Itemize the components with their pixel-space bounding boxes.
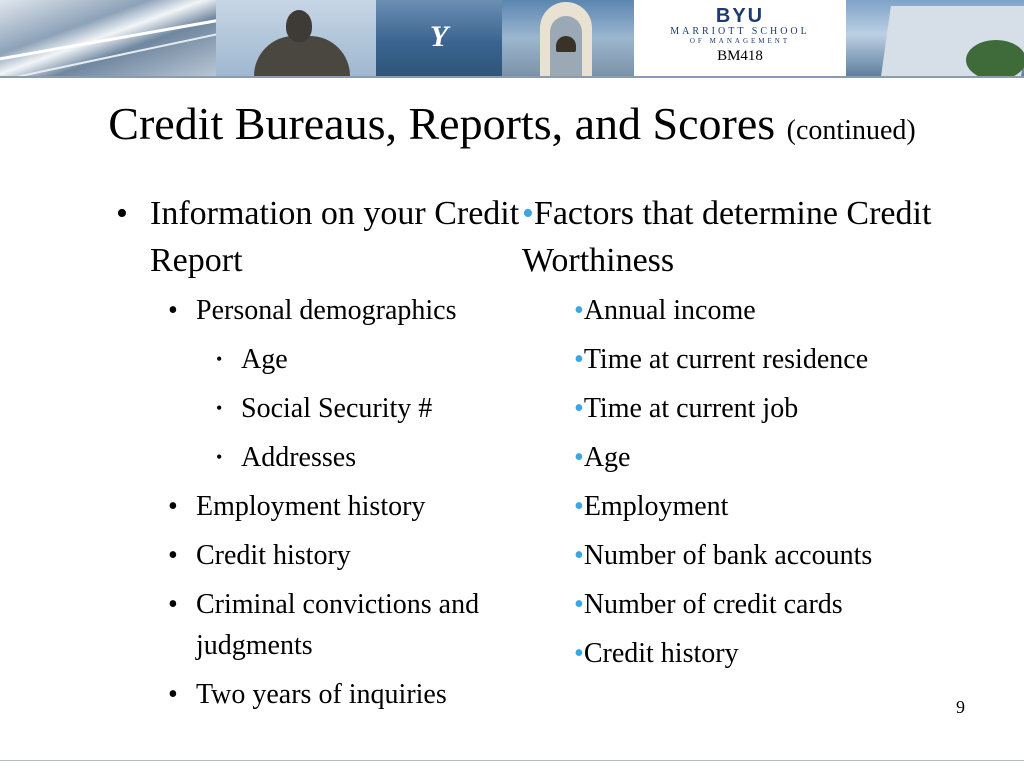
list-item (522, 339, 942, 380)
statue-head (286, 10, 312, 42)
bullet-icon: • (574, 491, 584, 522)
title-suffix: (continued) (786, 115, 916, 146)
byu-marriott-logo (634, 0, 846, 76)
right-heading-item (522, 190, 942, 284)
slide-title (0, 96, 1024, 159)
bullet-icon: • (168, 491, 178, 522)
bottom-frame-line (0, 760, 1024, 761)
right-heading: Factors that determine Credit Worthiness (522, 195, 932, 279)
bullet-icon: • (522, 195, 534, 232)
banner-photo-architecture (0, 0, 216, 76)
list-item-text: Number of bank accounts (583, 540, 873, 571)
bullet-icon: • (574, 589, 584, 620)
left-heading: Information on your Credit Report (150, 195, 520, 279)
right-bullet-list (522, 190, 942, 682)
banner-photo-y-mountain (376, 0, 502, 76)
banner-photo-statue (216, 0, 376, 76)
left-bullet-list (112, 190, 532, 723)
school-name: MARRIOTT SCHOOL (670, 26, 810, 37)
banner-photo-bell-tower (502, 0, 634, 76)
list-item (522, 584, 942, 625)
bullet-icon: • (168, 679, 178, 710)
list-item (522, 388, 942, 429)
list-item (522, 535, 942, 576)
list-item (112, 584, 532, 666)
bullet-icon: • (574, 393, 584, 424)
list-item (522, 290, 942, 331)
list-item-text: Age (583, 442, 631, 473)
sub-list-item (112, 437, 532, 478)
list-item-text: Personal demographics (196, 295, 457, 326)
list-item-text: Credit history (583, 638, 739, 669)
course-code: BM418 (717, 48, 763, 64)
sub-list-item-text: Social Security # (241, 393, 433, 424)
list-item (522, 437, 942, 478)
bullet-icon: • (116, 195, 128, 232)
school-subname: OF MANAGEMENT (689, 37, 791, 45)
sub-list-item (112, 388, 532, 429)
list-item-text: Number of credit cards (583, 589, 843, 620)
bullet-icon: • (574, 540, 584, 571)
list-item (112, 674, 532, 715)
list-item (112, 290, 532, 331)
page-number: 9 (956, 697, 965, 717)
list-item-text: Time at current residence (583, 344, 869, 375)
list-item-text: Criminal convictions and judgments (196, 589, 480, 661)
banner-divider (0, 76, 1024, 78)
byu-wordmark: BYU (715, 5, 765, 27)
tree-shape (966, 40, 1024, 76)
bullet-icon: • (574, 344, 584, 375)
bullet-icon: • (168, 589, 178, 620)
left-heading-item (112, 190, 532, 284)
header-banner (0, 0, 1024, 76)
banner-photo-building (846, 0, 1024, 76)
bullet-icon: • (216, 447, 223, 467)
list-item-text: Employment history (196, 491, 426, 522)
bell-icon (556, 36, 576, 52)
list-item (522, 486, 942, 527)
statue-body (254, 36, 350, 76)
title-text: Credit Bureaus, Reports, and Scores (108, 98, 776, 149)
list-item-text: Credit history (196, 540, 351, 571)
bullet-icon: • (168, 295, 178, 326)
bullet-icon: • (574, 638, 584, 669)
bullet-icon: • (574, 295, 584, 326)
bullet-icon: • (216, 398, 223, 418)
list-item (112, 486, 532, 527)
list-item-text: Two years of inquiries (196, 679, 447, 710)
bullet-icon: • (216, 349, 223, 369)
sub-list-item-text: Addresses (241, 442, 357, 473)
list-item-text: Annual income (583, 295, 756, 326)
list-item (522, 633, 942, 674)
bullet-icon: • (574, 442, 584, 473)
y-logo-icon: Y (429, 20, 449, 53)
list-item-text: Time at current job (583, 393, 799, 424)
sub-list-item-text: Age (241, 344, 288, 375)
list-item-text: Employment (583, 491, 729, 522)
bullet-icon: • (168, 540, 178, 571)
sub-list-item (112, 339, 532, 380)
list-item (112, 535, 532, 576)
